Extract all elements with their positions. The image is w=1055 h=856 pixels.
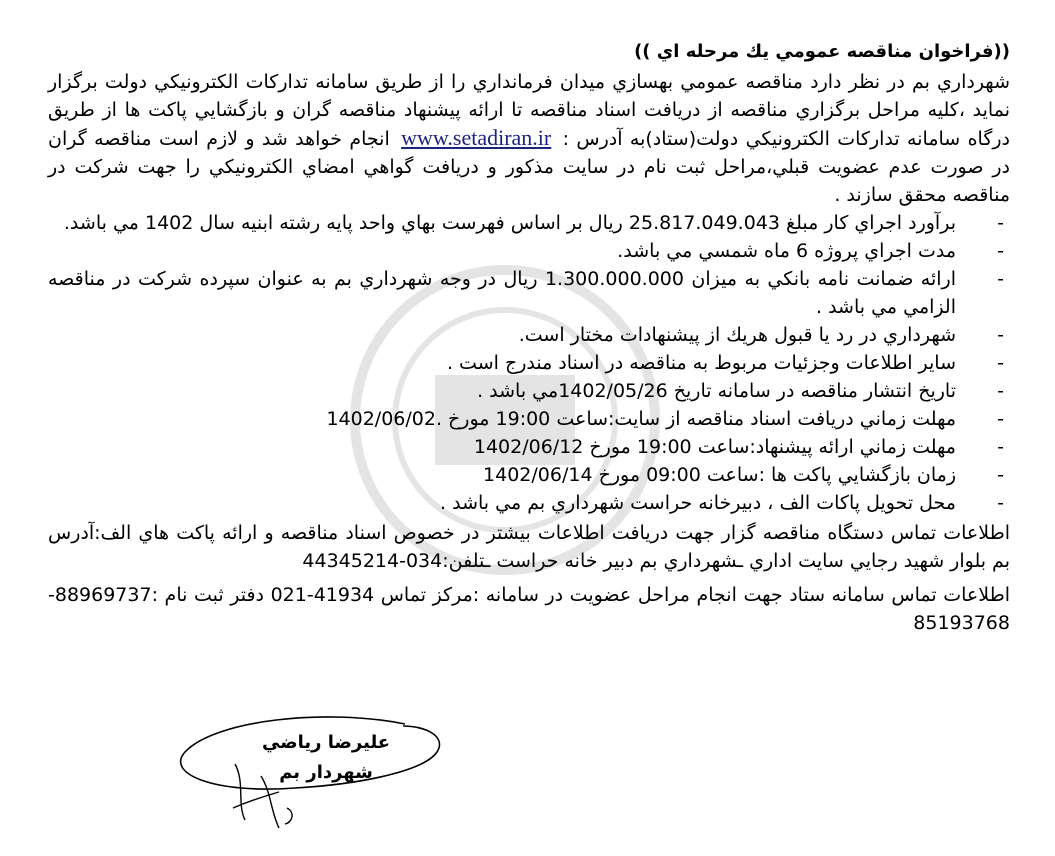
intro-text-before-url: شهرداري بم در نظر دارد مناقصه عمومي بهسازي ميدان فرمانداري را از طريق سامانه تداركات الكترونيكي دولت برگزار نمايد ،كليه مراحل برگزاري مناقصه از دريافت اسناد مناقصه تا ارائه پيشنهاد مناقصه گران و بازگشايي پاكت ها از طريق درگاه سامانه تداركات الكترونيكي دولت(ستاد)به آدرس : <box>48 71 1011 150</box>
tender-notice <box>48 40 1010 637</box>
list-item-text: ارائه ضمانت نامه بانكي به ميزان 1.300.000.000 ريال در وجه شهرداري بم به عنوان سپرده شركت در مناقصه الزامي مي باشد . <box>48 268 956 318</box>
list-item-text: تاريخ انتشار مناقصه در سامانه تاريخ 1402/05/26مي باشد . <box>477 380 956 402</box>
setadiran-link[interactable]: www.setadiran.ir <box>401 125 552 150</box>
list-item <box>48 209 1010 237</box>
notice-title: ((فراخوان مناقصه عمومي يك مرحله اي )) <box>634 41 1010 62</box>
bullet-dash: - <box>997 436 1004 458</box>
list-item-text: زمان بازگشايي پاكت ها :ساعت 09:00 مورخ 1402/06/14 <box>483 464 956 486</box>
bullet-dash: - <box>997 212 1004 234</box>
intro-text-after-url: انجام خواهد شد و لازم است مناقصه گران در صورت عدم عضويت قبلي،مراحل ثبت نام در سايت مذكور و دريافت گواهي امضاي الكترونيكي را جهت شركت در مناقصه محقق سازند . <box>48 128 1010 206</box>
bullet-dash: - <box>997 492 1004 514</box>
list-item <box>48 265 1010 321</box>
list-item <box>48 349 1010 377</box>
conditions-list <box>48 209 1010 517</box>
list-item-text: محل تحويل پاكات الف ، دبيرخانه حراست شهرداري بم مي باشد . <box>440 492 956 514</box>
list-item <box>48 237 1010 265</box>
setad-contact: اطلاعات تماس سامانه ستاد جهت انجام مراحل عضويت در سامانه :مركز تماس 41934-021 دفتر ثبت نام :88969737-85193768 <box>48 584 1010 634</box>
tenderer-contact: اطلاعات تماس دستگاه مناقصه گزار جهت دريافت اطلاعات بيشتر در خصوص اسناد مناقصه و ارائه پاكت هاي الف:آدرس بم بلوار شهيد رجايي سايت اداري ـشهرداري بم دبير خانه حراست ـتلفن:034-44345214 <box>48 522 1010 572</box>
bullet-dash: - <box>997 408 1004 430</box>
list-item <box>48 489 1010 517</box>
list-item-text: ساير اطلاعات وجزئيات مربوط به مناقصه در اسناد مندرج است . <box>446 352 956 374</box>
bullet-dash: - <box>997 268 1004 290</box>
bullet-dash: - <box>997 240 1004 262</box>
bullet-dash: - <box>997 380 1004 402</box>
list-item-text: برآورد اجراي كار مبلغ 25.817.049.043 ريال بر اساس فهرست بهاي واحد پايه رشته ابنيه سال 1402 مي باشد. <box>63 212 956 234</box>
list-item-text: مهلت زماني دريافت اسناد مناقصه از سايت:ساعت 19:00 مورخ .1402/06/02 <box>326 408 956 430</box>
signatory-name: عليرضا رياضي <box>262 732 391 753</box>
bullet-dash: - <box>997 464 1004 486</box>
signatory-role: شهردار بم <box>279 762 373 783</box>
list-item-text: شهرداري در رد يا قبول هريك از پيشنهادات مختار است. <box>518 324 956 346</box>
list-item <box>48 461 1010 489</box>
list-item <box>48 433 1010 461</box>
list-item <box>48 377 1010 405</box>
list-item <box>48 321 1010 349</box>
list-item-text: مهلت زماني ارائه پيشنهاد:ساعت 19:00 مورخ 1402/06/12 <box>473 436 956 458</box>
list-item <box>48 405 1010 433</box>
intro-paragraph <box>48 68 1010 209</box>
signatory <box>262 728 390 788</box>
bullet-dash: - <box>997 324 1004 346</box>
list-item-text: مدت اجراي پروژه 6 ماه شمسي مي باشد. <box>617 240 956 262</box>
bullet-dash: - <box>997 352 1004 374</box>
